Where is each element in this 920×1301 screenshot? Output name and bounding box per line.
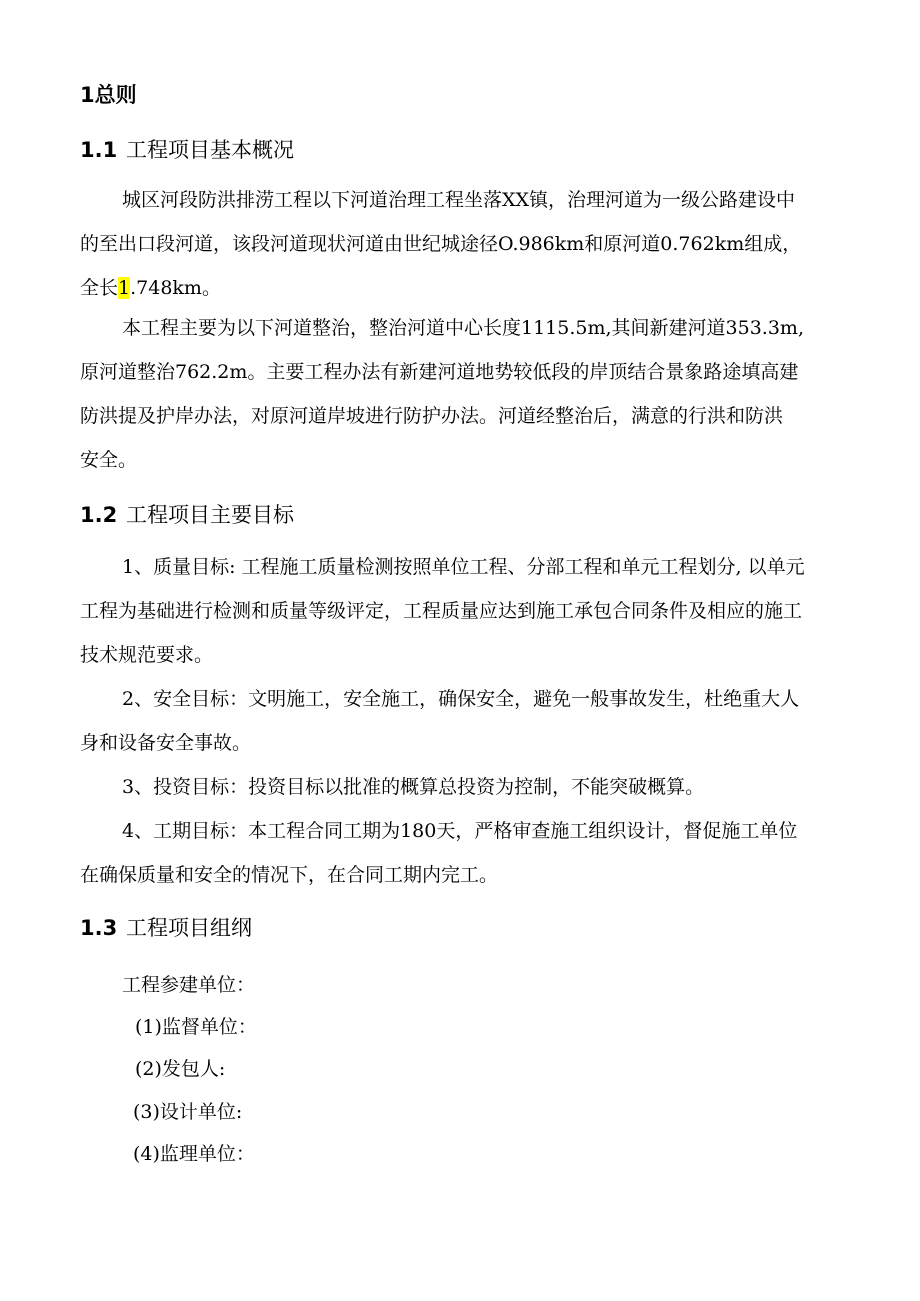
participant-item: (2)发包人: (135, 1058, 226, 1080)
text-line: 1、质量目标: 工程施工质量检测按照单位工程、分部工程和单元工程划分, 以单元 (122, 556, 805, 578)
section-number: 1.2 (80, 503, 118, 527)
text-line: 2、安全目标：文明施工，安全施工，确保安全，避免一般事故发生，杜绝重大人 (122, 688, 800, 710)
text-line: 3、投资目标：投资目标以批准的概算总投资为控制，不能突破概算。 (122, 776, 705, 798)
text-line: 的至出口段河道，该段河道现状河道由世纪城途径O.986km和原河道0.762km组成， (80, 233, 802, 255)
goal-quality (80, 545, 840, 677)
text-line: 本工程主要为以下河道整治，整治河道中心长度1115.5m,其间新建河道353.3m, (122, 317, 804, 339)
text-run: 全长 (80, 277, 119, 299)
participant-item: (3)设计单位: (133, 1101, 243, 1123)
paragraph-overview (80, 178, 840, 310)
paragraph-scope (80, 306, 840, 482)
text-line (80, 266, 840, 310)
text-line: 城区河段防洪排涝工程以下河道治理工程坐落XX镇，治理河道为一级公路建设中 (122, 189, 796, 211)
text-line: 原河道整治762.2m。主要工程办法有新建河道地势较低段的岸顶结合景象路途填高建 (80, 361, 799, 383)
participant-item: (4)监理单位： (133, 1143, 255, 1165)
text-run: .748km。 (130, 277, 221, 299)
text-line: 防洪提及护岸办法，对原河道岸坡进行防护办法。河道经整治后，满意的行洪和防洪 (80, 405, 784, 427)
goal-safety (80, 677, 840, 765)
text-line: 4、工期目标：本工程合同工期为180天，严格审查施工组织设计，督促施工单位 (122, 820, 798, 842)
highlighted-text: 1 (118, 277, 131, 299)
section-number: 1.1 (80, 138, 118, 162)
section-heading-1-3 (80, 913, 252, 943)
section-number: 1.3 (80, 916, 118, 940)
participants-intro: 工程参建单位： (122, 974, 256, 996)
section-heading-1-1 (80, 135, 294, 165)
goal-schedule (80, 809, 840, 897)
text-line: 在确保质量和安全的情况下，在合同工期内完工。 (80, 864, 499, 886)
text-line: 安全。 (80, 449, 138, 471)
section-title: 工程项目基本概况 (126, 138, 294, 162)
text-line: 技术规范要求。 (80, 644, 214, 666)
text-line: 工程为基础进行检测和质量等级评定，工程质量应达到施工承包合同条件及相应的施工 (80, 600, 803, 622)
section-heading-1-2 (80, 500, 294, 530)
goal-investment (80, 765, 840, 809)
section-title: 工程项目主要目标 (126, 503, 294, 527)
participant-item: (1)监督单位： (135, 1016, 257, 1038)
chapter-title: 1总则 (80, 83, 137, 107)
text-line: 身和设备安全事故。 (80, 732, 252, 754)
section-title: 工程项目组纲 (126, 916, 252, 940)
